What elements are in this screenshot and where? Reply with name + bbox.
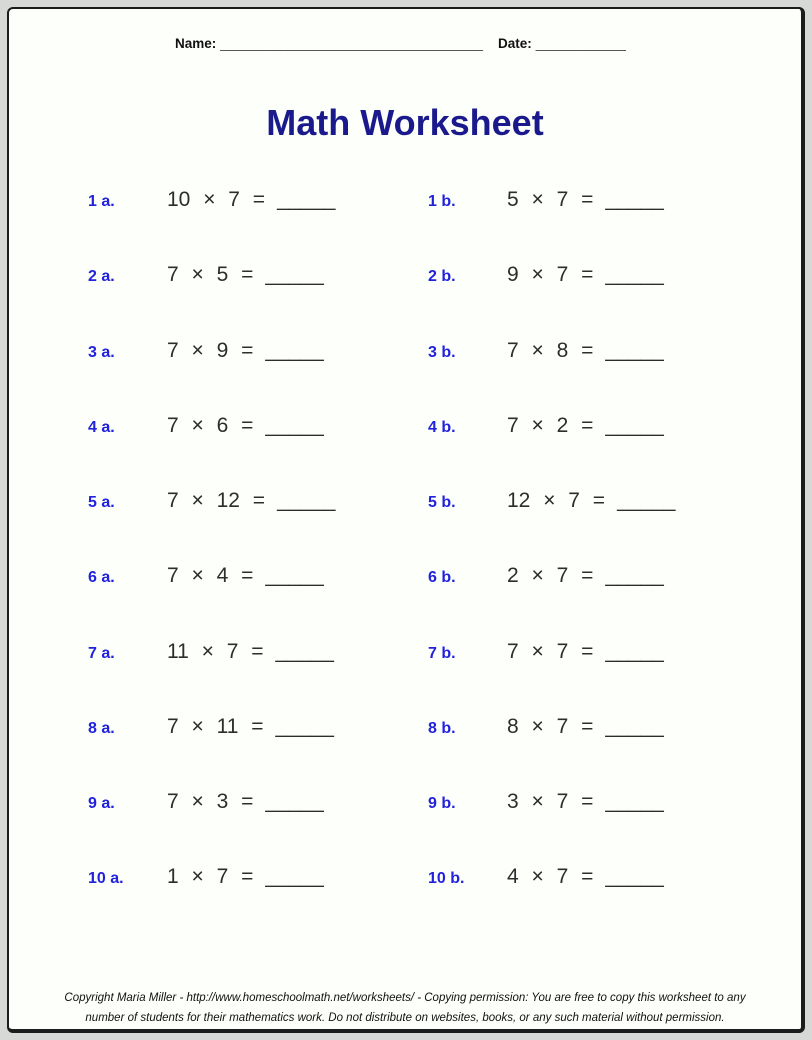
date-line: ____________ <box>535 36 626 51</box>
date-label: Date: <box>498 36 532 51</box>
problem-expression <box>167 463 335 538</box>
problem-label: 9 a. <box>88 795 115 812</box>
expression-text: 7 × 5 = <box>167 263 254 287</box>
expression-text: 10 × 7 = <box>167 188 266 211</box>
answer-blank: _____ <box>605 790 664 813</box>
expression-text: 7 × 12 = <box>167 489 266 512</box>
problem-row <box>9 313 801 388</box>
expression-text: 12 × 7 = <box>507 489 606 512</box>
problem-label: 8 a. <box>88 719 115 737</box>
page-title: Math Worksheet <box>266 102 544 143</box>
problem-label: 10 b. <box>428 870 465 888</box>
problems-grid <box>9 162 801 915</box>
answer-blank: _____ <box>265 263 324 287</box>
copyright-footer <box>9 988 801 1028</box>
problem-expression <box>167 313 324 388</box>
answer-blank: _____ <box>265 338 324 362</box>
worksheet-header <box>175 33 781 55</box>
expression-text: 9 × 7 = <box>507 263 594 287</box>
answer-blank: _____ <box>605 865 664 889</box>
problem-label: 2 b. <box>428 268 456 286</box>
name-line: ___________________________________ <box>220 36 484 51</box>
answer-blank: _____ <box>275 639 334 663</box>
name-label: Name: <box>175 36 217 51</box>
expression-text: 7 × 11 = <box>167 714 264 738</box>
answer-blank: _____ <box>605 639 664 663</box>
problem-expression <box>167 614 334 689</box>
expression-text: 8 × 7 = <box>507 714 594 738</box>
answer-blank: _____ <box>277 188 336 211</box>
problem-expression <box>507 538 664 613</box>
expression-text: 3 × 7 = <box>507 790 594 813</box>
problem-expression <box>167 237 324 312</box>
problem-expression <box>167 538 324 613</box>
expression-text: 7 × 8 = <box>507 338 594 362</box>
expression-text: 11 × 7 = <box>167 639 264 663</box>
expression-text: 1 × 7 = <box>167 865 254 889</box>
problem-expression <box>167 839 324 914</box>
expression-text: 4 × 7 = <box>507 865 594 889</box>
expression-text: 2 × 7 = <box>507 564 594 588</box>
problem-row <box>9 689 801 764</box>
problem-label: 3 a. <box>88 343 115 361</box>
problem-row <box>9 538 801 613</box>
problem-row <box>9 764 801 839</box>
problem-expression <box>167 764 324 839</box>
answer-blank: _____ <box>265 865 324 889</box>
problem-label: 7 b. <box>428 644 456 662</box>
problem-expression <box>507 689 664 764</box>
problem-label: 8 b. <box>428 719 456 737</box>
problem-label: 6 a. <box>88 569 115 587</box>
copyright-line-2: number of students for their mathematics work. Do not distribute on websites, books, or any such material without permission. <box>85 1012 725 1024</box>
problem-label: 4 b. <box>428 418 456 436</box>
answer-blank: _____ <box>605 564 664 588</box>
problem-expression <box>507 764 664 839</box>
problem-row <box>9 614 801 689</box>
problem-expression <box>507 614 664 689</box>
answer-blank: _____ <box>277 489 336 512</box>
problem-label: 10 a. <box>88 870 124 888</box>
problem-label: 5 b. <box>428 494 456 511</box>
answer-blank: _____ <box>605 714 664 738</box>
answer-blank: _____ <box>605 413 664 437</box>
answer-blank: _____ <box>265 790 324 813</box>
problem-expression <box>167 689 334 764</box>
problem-label: 4 a. <box>88 418 115 436</box>
problem-label: 9 b. <box>428 795 456 812</box>
expression-text: 7 × 4 = <box>167 564 254 588</box>
problem-row <box>9 839 801 914</box>
problem-expression <box>507 388 664 463</box>
problem-label: 2 a. <box>88 268 115 286</box>
expression-text: 5 × 7 = <box>507 188 594 211</box>
problem-label: 7 a. <box>88 644 115 662</box>
date-group <box>498 33 626 55</box>
expression-text: 7 × 7 = <box>507 639 594 663</box>
answer-blank: _____ <box>605 188 664 211</box>
expression-text: 7 × 6 = <box>167 413 254 437</box>
expression-text: 7 × 2 = <box>507 413 594 437</box>
problem-row <box>9 388 801 463</box>
problem-expression <box>167 162 335 237</box>
problem-expression <box>507 839 664 914</box>
problem-expression <box>507 162 664 237</box>
problem-label: 6 b. <box>428 569 456 587</box>
problem-row <box>9 463 801 538</box>
problem-expression <box>167 388 324 463</box>
answer-blank: _____ <box>617 489 676 512</box>
problem-expression <box>507 313 664 388</box>
problem-expression <box>507 237 664 312</box>
problem-label: 5 a. <box>88 494 115 511</box>
problem-label: 1 b. <box>428 193 456 210</box>
problem-row <box>9 162 801 237</box>
answer-blank: _____ <box>605 263 664 287</box>
answer-blank: _____ <box>275 714 334 738</box>
worksheet-page <box>7 7 805 1033</box>
problem-label: 1 a. <box>88 193 115 210</box>
answer-blank: _____ <box>265 564 324 588</box>
copyright-line-1: Copyright Maria Miller - http://www.homeschoolmath.net/worksheets/ - Copying permission: You are free to copy this worksheet to any <box>64 992 746 1004</box>
expression-text: 7 × 3 = <box>167 790 254 813</box>
answer-blank: _____ <box>265 413 324 437</box>
problem-label: 3 b. <box>428 343 456 361</box>
problem-row <box>9 237 801 312</box>
expression-text: 7 × 9 = <box>167 338 254 362</box>
problem-expression <box>507 463 675 538</box>
answer-blank: _____ <box>605 338 664 362</box>
